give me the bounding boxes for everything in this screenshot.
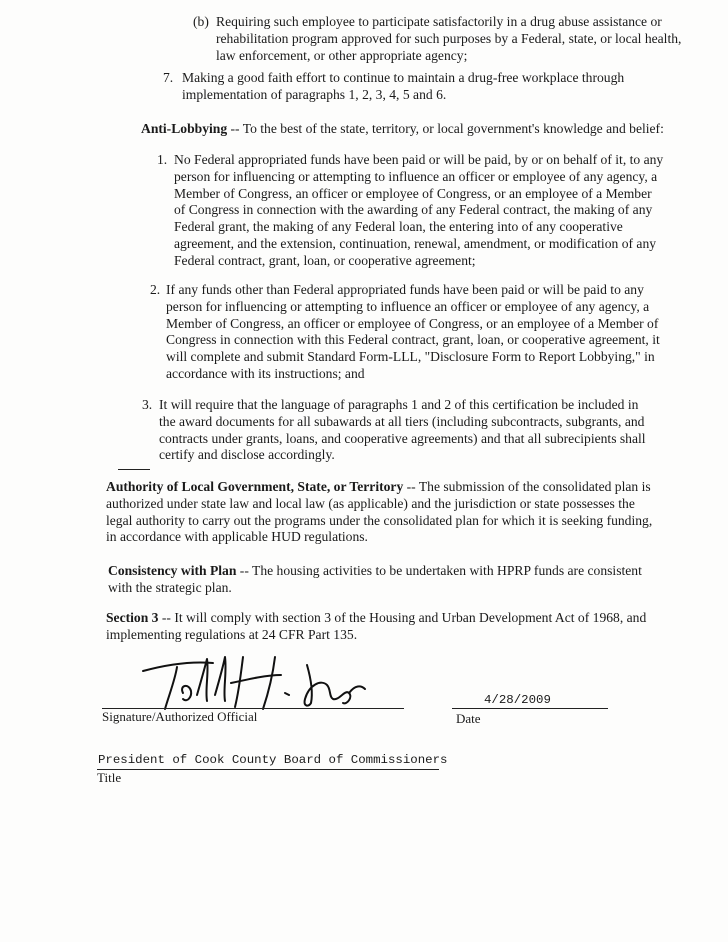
- anti-lobbying-item-3-text: It will require that the language of paragraphs 1 and 2 of this certification be included in the award documents for all subawards at all tiers (including subcontracts, subgrants, and contracts under grants, loans, and cooperative agreements) and that all subrecipients shall certify and disclose accordingly.: [159, 397, 646, 463]
- authority-paragraph: [106, 479, 658, 546]
- authority-heading: Authority of Local Government, State, or Territory: [106, 479, 404, 494]
- anti-lobbying-intro: [141, 121, 681, 138]
- title-value: President of Cook County Board of Commissioners: [98, 753, 448, 767]
- consistency-heading: Consistency with Plan: [108, 563, 237, 578]
- section-divider: [118, 469, 150, 470]
- signature-label: Signature/Authorized Official: [102, 709, 258, 724]
- item-7-text: Making a good faith effort to continue to maintain a drug-free workplace through implementation of paragraphs 1, 2, 3, 4, 5 and 6.: [182, 70, 625, 102]
- authority-text: -- The submission of the consolidated plan is authorized under state law and local law (as applicable) and the jurisdiction or state possesses the legal authority to carry out the programs under the consolidated plan for which it is seeking funding, in accordance with applicable HUD regulations.: [106, 479, 653, 545]
- anti-lobbying-item-1-text: No Federal appropriated funds have been paid or will be paid, by or on behalf of it, to any person for influencing or attempting to influence an officer or employee of any agency, a Member of Congress, an officer or employee of Congress, or an employee of a Member of Congress in connection with the awarding of any Federal contract, the making of any Federal grant, the making of any Federal loan, the entering into of any cooperative agreement, and the extension, continuation, renewal, amendment, or modification of any Federal contract, grant, loan, or cooperative agreement;: [174, 152, 664, 268]
- anti-lobbying-item-2-text: If any funds other than Federal appropriated funds have been paid or will be paid to any person for influencing or attempting to influence an officer or employee of any agency, a Member of Congress, an officer or employee of Congress, or an employee of a Member of Congress in connection with this Federal contract, grant, loan, or cooperative agreement, it will complete and submit Standard Form-LLL, "Disclosure Form to Report Lobbying," in accordance with its instructions; and: [166, 282, 660, 381]
- consistency-paragraph: [108, 563, 656, 597]
- section3-heading: Section 3: [106, 610, 159, 625]
- item-b-marker: (b): [193, 14, 209, 29]
- item-7-number: 7.: [163, 70, 174, 85]
- date-line: [452, 708, 608, 709]
- anti-lobbying-intro-text: -- To the best of the state, territory, or local government's knowledge and belief:: [227, 121, 664, 136]
- title-label: Title: [97, 770, 122, 785]
- section3-paragraph: [106, 610, 662, 644]
- anti-lobbying-heading: Anti-Lobbying: [141, 121, 228, 136]
- handwritten-signature: [135, 645, 385, 717]
- anti-lobbying-item-1-number: 1.: [157, 152, 168, 167]
- consistency-text: -- The housing activities to be undertaken with HPRP funds are consistent with the strategic plan.: [108, 563, 642, 595]
- anti-lobbying-item-3-number: 3.: [142, 397, 153, 412]
- date-label: Date: [456, 711, 481, 726]
- item-b-text: Requiring such employee to participate satisfactorily in a drug abuse assistance or rehabilitation program approved for such purposes by a Federal, state, or local health, law enforcement, or other appropriate agency;: [216, 14, 682, 63]
- section3-text: -- It will comply with section 3 of the Housing and Urban Development Act of 1968, and implementing regulations at 24 CFR Part 135.: [106, 610, 647, 642]
- anti-lobbying-item-2-number: 2.: [150, 282, 161, 297]
- date-value: 4/28/2009: [484, 693, 551, 707]
